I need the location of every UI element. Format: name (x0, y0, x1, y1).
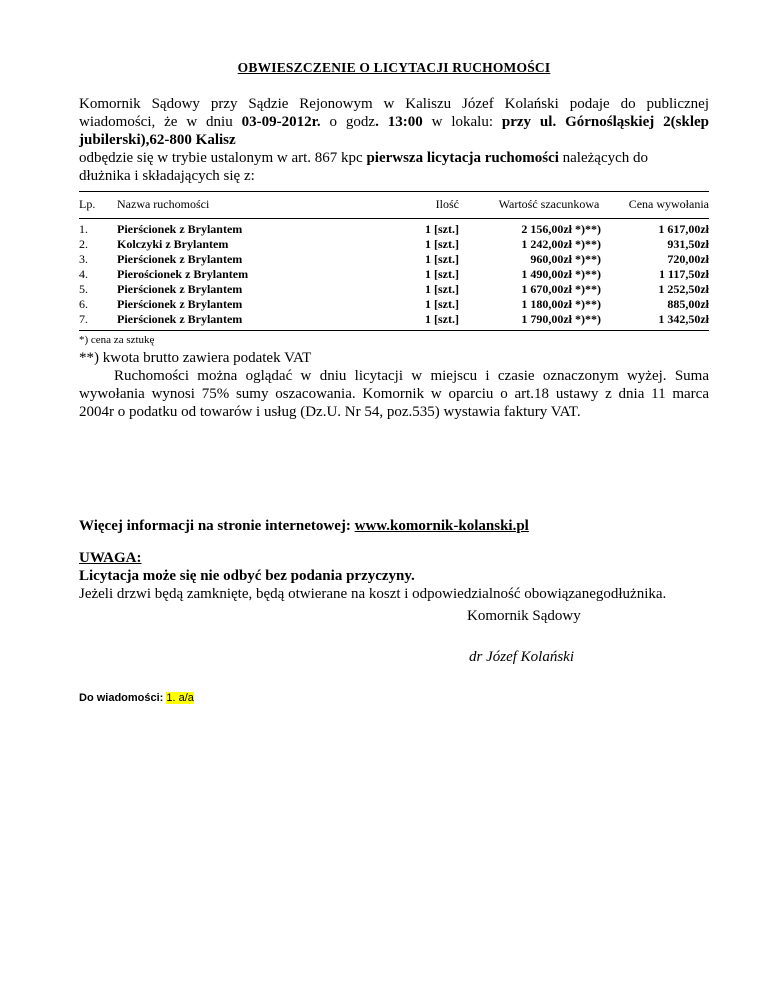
cell-value: 1 490,00zł *)**) (521, 267, 601, 281)
table-row (79, 237, 709, 252)
warning-section (79, 549, 709, 603)
website-link[interactable]: www.komornik-kolanski.pl (354, 518, 529, 534)
table-row (79, 297, 709, 312)
table-row (79, 282, 709, 297)
notes-line-2: wywołania wynosi 75% sumy oszacowania. Komornik w oparciu o art.18 ustawy z dnia 11 marca (79, 386, 709, 402)
cell-qty: 1 [szt.] (425, 312, 459, 326)
cell-name: Kolczyki z Brylantem (117, 237, 229, 251)
header-name: Nazwa ruchomości (117, 197, 210, 211)
cell-value: 1 242,00zł *)**) (521, 237, 601, 251)
cell-lp: 3. (79, 252, 88, 266)
cell-name: Pierścionek z Brylantem (117, 312, 243, 326)
header-lp: Lp. (79, 197, 96, 211)
notes-line-1: Ruchomości można oglądać w dniu licytacji w miejscu i czasie oznaczonym wyżej. Suma (114, 368, 709, 384)
signature-name: dr Józef Kolański (469, 649, 574, 665)
vat-note: **) kwota brutto zawiera podatek VAT (79, 350, 312, 366)
signature-role: Komornik Sądowy (467, 608, 581, 624)
cell-lp: 2. (79, 237, 88, 251)
cell-price: 885,00zł (667, 297, 709, 311)
intro-line-5: dłużnika i składających się z: (79, 168, 255, 184)
table-bottom-rule (79, 330, 709, 331)
warning-line-2: Jeżeli drzwi będą zamknięte, będą otwierane na koszt i odpowiedzialność obowiązanegodłużnika. (79, 586, 667, 602)
cell-qty: 1 [szt.] (425, 252, 459, 266)
intro-line-3 (79, 131, 709, 149)
cell-name: Pierścionek z Brylantem (117, 282, 243, 296)
cell-qty: 1 [szt.] (425, 297, 459, 311)
warning-heading: UWAGA: (79, 550, 142, 566)
intro-line-4: odbędzie się w trybie ustalonym w art. 867 kpc pierwsza licytacja ruchomości należących do (79, 150, 649, 166)
header-qty: Ilość (435, 197, 459, 211)
notes-paragraph (79, 349, 709, 421)
cell-qty: 1 [szt.] (425, 267, 459, 281)
cell-lp: 5. (79, 282, 88, 296)
auction-place: przy ul. Górnośląskiej 2(sklep (501, 114, 709, 130)
auction-date: 03-09-2012r. (241, 114, 321, 130)
cell-qty: 1 [szt.] (425, 282, 459, 296)
header-price: Cena wywołania (628, 197, 709, 211)
cell-qty: 1 [szt.] (425, 237, 459, 251)
notice-label: Do wiadomości: (79, 692, 167, 704)
notice-line (79, 692, 194, 704)
cell-name: Pierścionek z Brylantem (117, 297, 243, 311)
cell-lp: 6. (79, 297, 88, 311)
auction-place-cont: jubilerski),62-800 Kalisz (79, 132, 236, 148)
cell-price: 1 342,50zł (658, 312, 709, 326)
cell-lp: 1. (79, 222, 88, 236)
cell-name: Pierścionek z Brylantem (117, 222, 243, 236)
cell-price: 1 117,50zł (659, 267, 709, 281)
more-info (79, 518, 529, 535)
cell-lp: 7. (79, 312, 88, 326)
cell-lp: 4. (79, 267, 88, 281)
auction-time: . 13:00 (375, 114, 423, 130)
table-header-rule (79, 218, 709, 219)
cell-value: 1 670,00zł *)**) (521, 282, 601, 296)
cell-qty: 1 [szt.] (425, 222, 459, 236)
intro-line-1: Komornik Sądowy przy Sądzie Rejonowym w Kaliszu Józef Kolański podaje do publicznej (79, 96, 709, 112)
more-info-label: Więcej informacji na stronie internetowej: (79, 518, 355, 534)
header-value: Wartość szacunkowa (498, 197, 600, 211)
table-top-rule (79, 191, 709, 192)
cell-value: 960,00zł *)**) (530, 252, 601, 266)
cell-value: 1 180,00zł *)**) (521, 297, 601, 311)
document-title: OBWIESZCZENIE O LICYTACJI RUCHOMOŚCI (237, 60, 551, 75)
cell-name: Pierścionek z Brylantem (117, 252, 243, 266)
notice-value: 1. a/a (166, 692, 194, 704)
table-row (79, 312, 709, 327)
intro-paragraph (79, 95, 709, 185)
auction-type: pierwsza licytacja ruchomości (366, 150, 559, 166)
warning-line-1: Licytacja może się nie odbyć bez podania przyczyny. (79, 568, 415, 584)
intro-line-2: wiadomości, że w dniu 03-09-2012r. o godz. 13:00 w lokalu: przy ul. Górnośląskiej 2(sklep (79, 114, 709, 130)
notes-line-3: 2004r o podatku od towarów i usług (Dz.U. Nr 54, poz.535) wystawia faktury VAT. (79, 404, 581, 420)
cell-price: 720,00zł (667, 252, 709, 266)
table-row (79, 267, 709, 282)
cell-price: 1 252,50zł (658, 282, 709, 296)
table-row (79, 252, 709, 267)
per-piece-note: *) cena za sztukę (79, 334, 155, 346)
table-row (79, 222, 709, 237)
cell-name: Pierościonek z Brylantem (117, 267, 249, 281)
cell-value: 2 156,00zł *)**) (521, 222, 601, 236)
cell-price: 931,50zł (667, 237, 709, 251)
table-header (79, 197, 709, 212)
cell-value: 1 790,00zł *)**) (521, 312, 601, 326)
cell-price: 1 617,00zł (658, 222, 709, 236)
items-table (79, 222, 709, 327)
